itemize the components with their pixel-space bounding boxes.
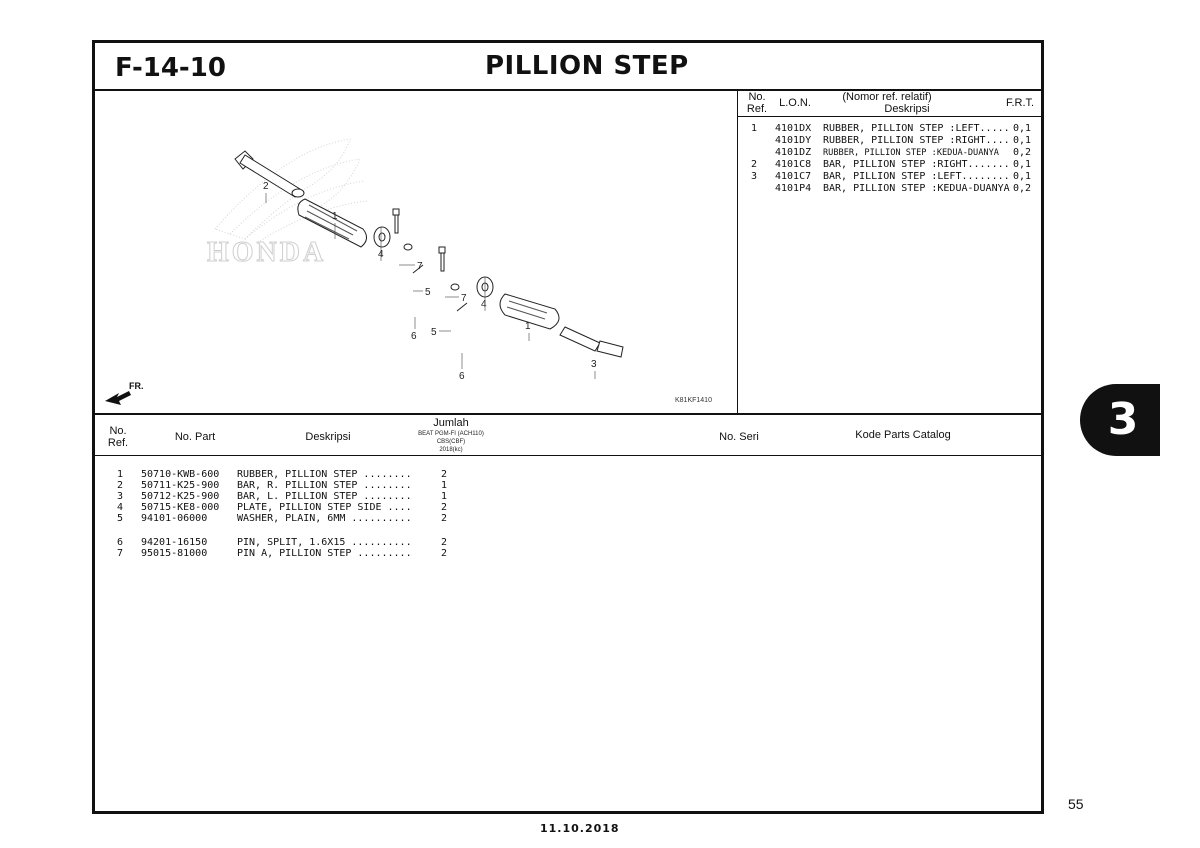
lon-row: 4101P4 BAR, PILLION STEP :KEDUA-DUANYA 0,2 [775,183,1032,194]
parts-header-desc: Deskripsi [305,431,351,443]
lon-header-frt: F.R.T. [1005,97,1035,109]
part-bar-right [235,151,304,197]
part-bar-left [560,327,623,357]
parts-row: 5 94101-06000 WASHER, PLAIN, 6MM .......... 2 [117,513,448,524]
lon-header-desc: Deskripsi [884,103,930,115]
part-split-pin-bottom [457,303,467,311]
parts-header-model: BEAT PGM-FI (ACH110) [418,431,484,437]
callout-5-top: 5 [425,287,431,298]
parts-row: 7 95015-81000 PIN A, PILLION STEP ......... 2 [117,548,448,559]
parts-header-variant: CBS(CBF) [436,439,466,445]
section-tab: 3 [1080,384,1160,456]
front-arrow-icon [105,391,131,405]
callout-4-middle: 4 [481,299,487,310]
parts-header-no-seri: No. Seri [719,431,759,443]
callout-6-bottom: 6 [459,371,465,382]
parts-header-no-ref: No. Ref. [107,425,129,449]
parts-header-year: 2018(kc) [439,447,463,453]
parts-header-no-part: No. Part [174,431,216,443]
diagram-catalog-number: K81KF1410 [675,397,712,404]
callout-4-top: 4 [378,249,384,260]
part-washer-middle [451,284,459,290]
callout-5-middle: 5 [431,327,437,338]
honda-watermark-text: HONDA [207,237,327,268]
callout-2: 2 [263,181,269,192]
lon-header-desc-top: (Nomor ref. relatif) [842,91,932,103]
lon-row: 4101DZ RUBBER, PILLION STEP :KEDUA-DUANYA 0,2 [775,147,1032,158]
parts-header-kode: Kode Parts Catalog [855,429,951,441]
catalog-frame [92,40,1044,814]
page-number: 55 [1068,796,1084,812]
parts-row: 6 94201-16150 PIN, SPLIT, 1.6X15 .......... 2 [117,537,448,548]
diagram-drawing [95,89,735,411]
part-washer-top [404,244,412,250]
exploded-diagram [95,89,738,415]
lon-row: 3 4101C7 BAR, PILLION STEP :LEFT........ 0,1 [751,171,1032,182]
part-pin-middle [439,247,445,271]
part-pin-top [393,209,399,233]
callout-7-top: 7 [417,261,423,272]
parts-row: 2 50711-K25-900 BAR, R. PILLION STEP ........ 1 [117,480,448,491]
callout-1-top: 1 [332,211,338,222]
lon-row: 2 4101C8 BAR, PILLION STEP :RIGHT....... 0,1 [751,159,1032,170]
page-header [95,43,1041,91]
lon-row: 1 4101DX RUBBER, PILLION STEP :LEFT..... 0,1 [751,123,1032,134]
front-label: FR. [129,381,144,391]
callout-6-top: 6 [411,331,417,342]
callout-7-middle: 7 [461,293,467,304]
lon-row: 4101DY RUBBER, PILLION STEP :RIGHT.... 0,1 [775,135,1032,146]
parts-header-jumlah: Jumlah [433,417,469,429]
lon-header-no-ref: No. Ref. [746,91,768,115]
figure-code: F-14-10 [115,53,226,83]
lon-table [737,89,1041,415]
callout-1-bottom: 1 [525,321,531,332]
parts-row: 3 50712-K25-900 BAR, L. PILLION STEP ........ 1 [117,491,448,502]
parts-table-header [95,415,1041,456]
print-date: 11.10.2018 [540,822,620,835]
page-title: PILLION STEP [485,51,689,81]
parts-row: 4 50715-KE8-000 PLATE, PILLION STEP SIDE .... 2 [117,502,448,513]
callout-3: 3 [591,359,597,370]
lon-header-lon: L.O.N. [779,97,811,109]
parts-row: 1 50710-KWB-600 RUBBER, PILLION STEP ........ 2 [117,469,448,480]
